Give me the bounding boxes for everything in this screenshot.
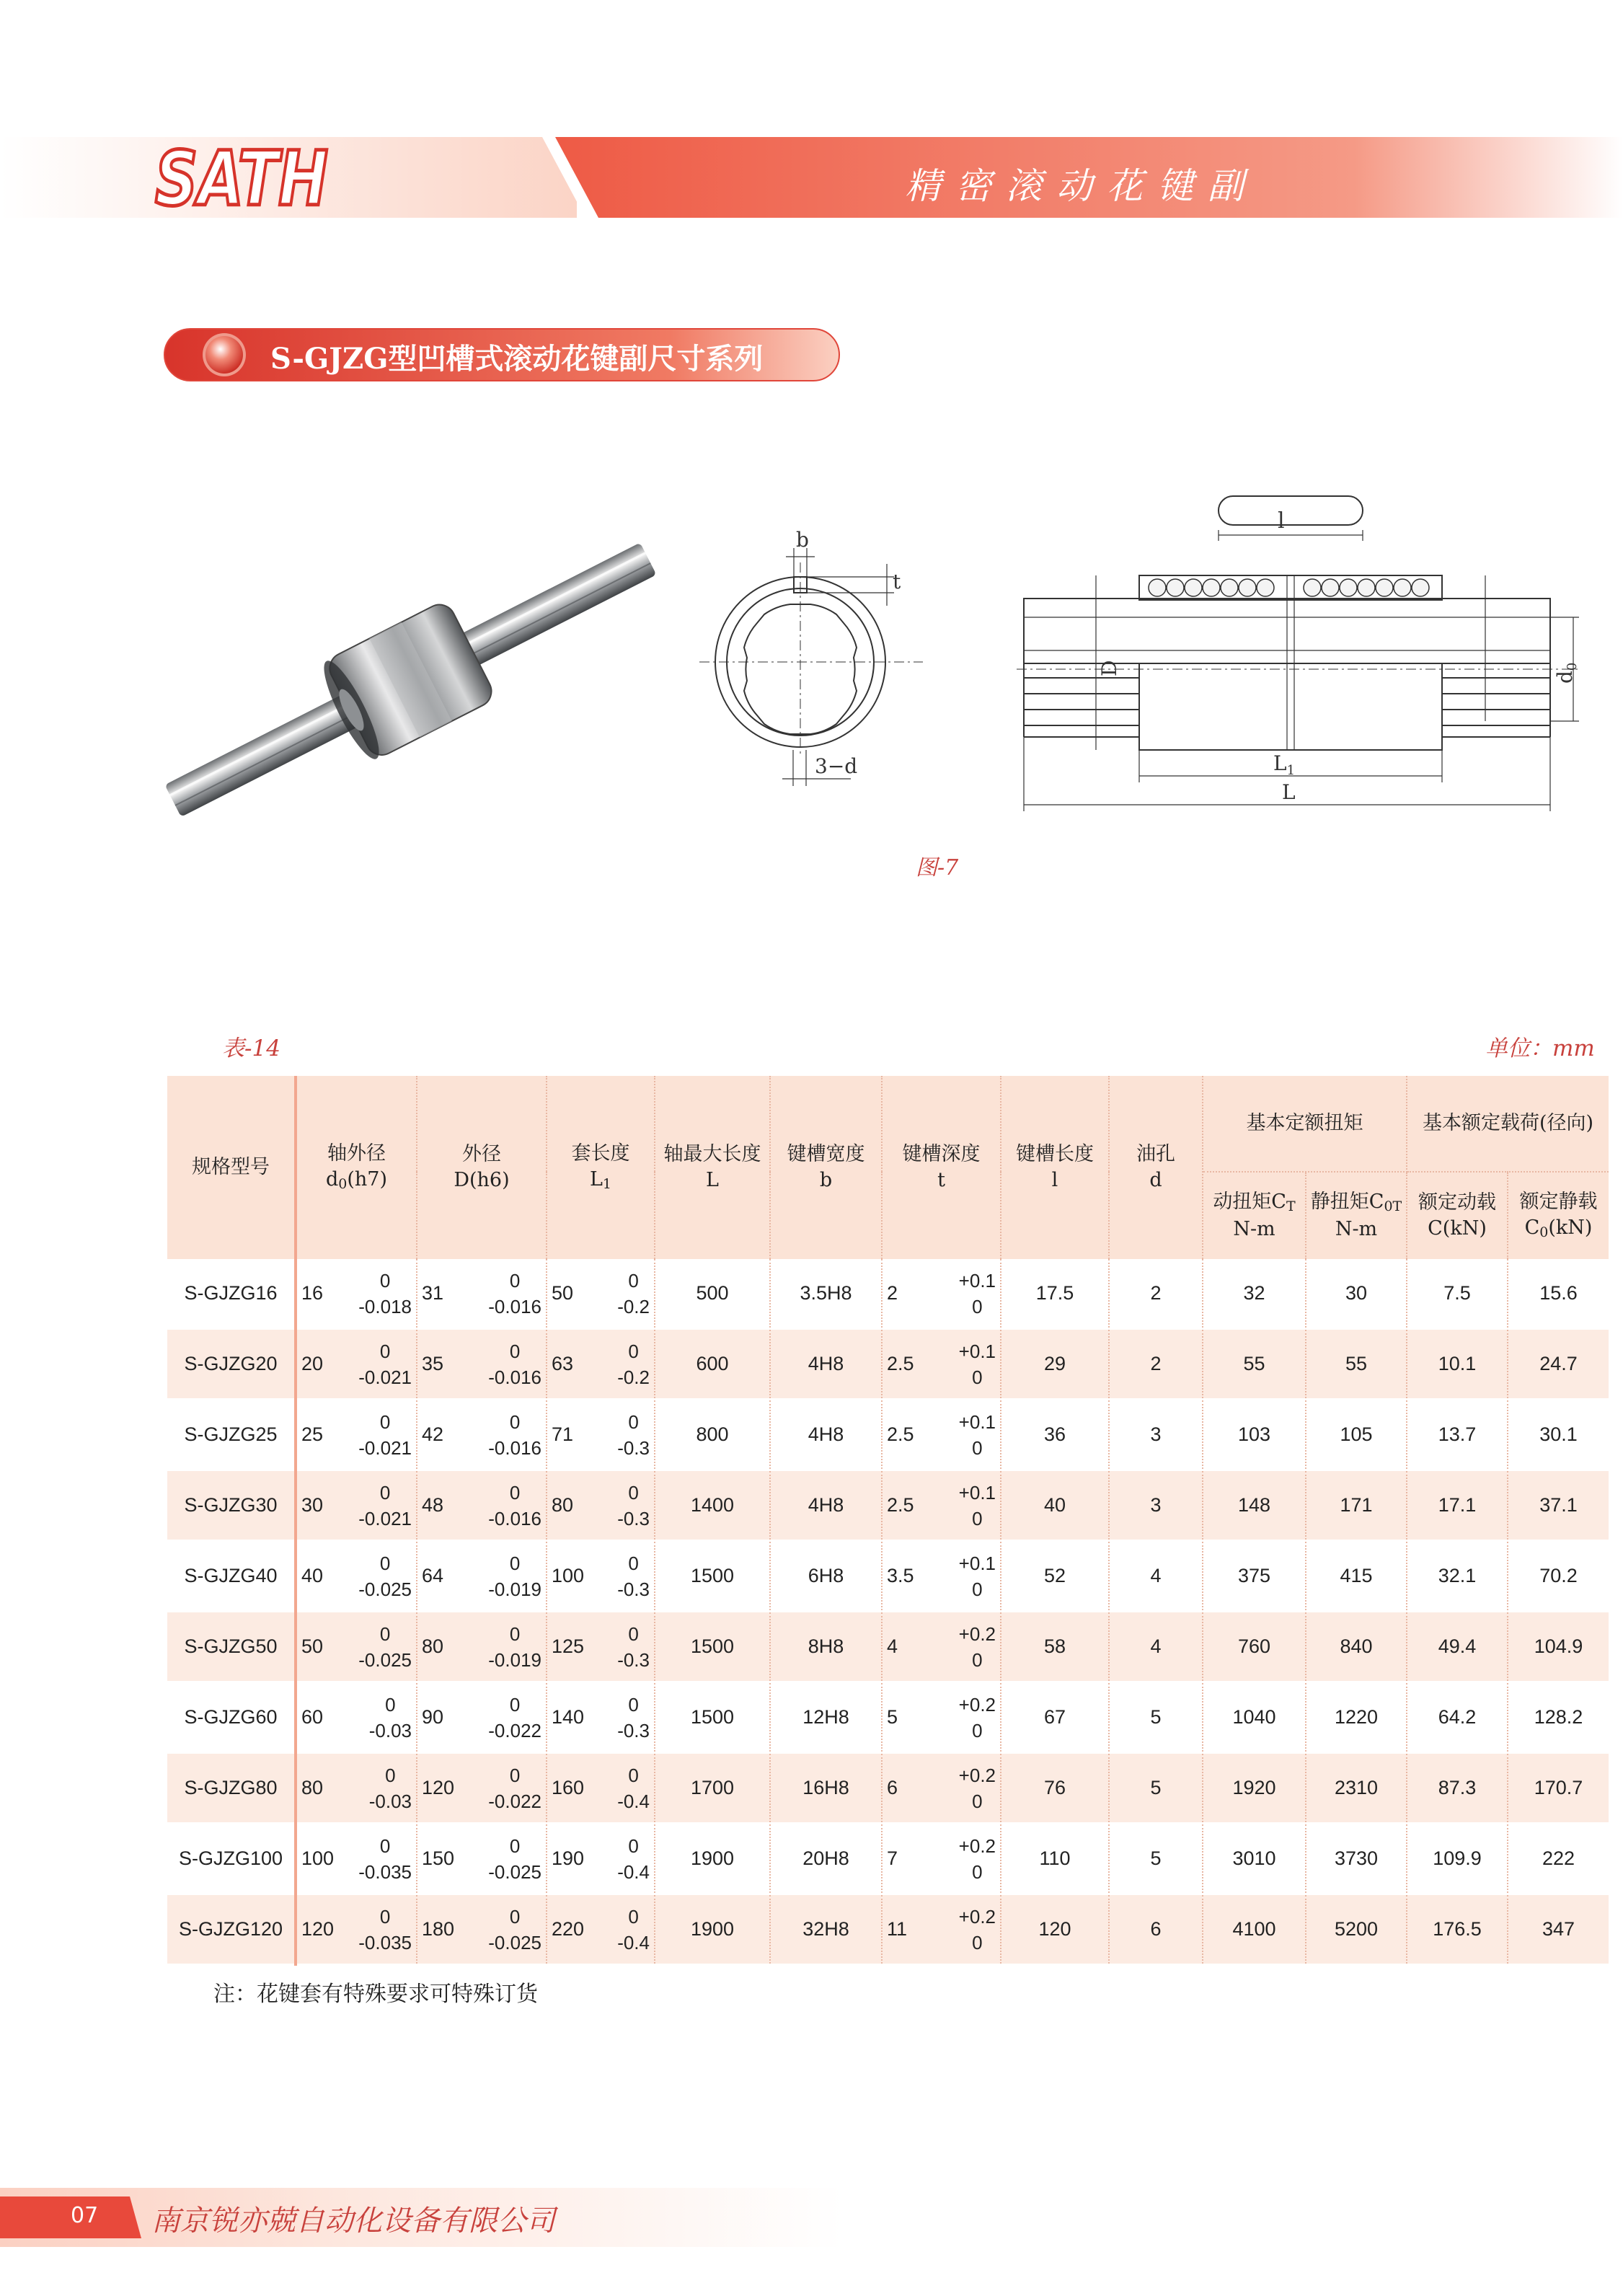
header-shaft-max: 轴最大长度 L bbox=[655, 1076, 770, 1259]
cell-C0: 15.6 bbox=[1539, 1282, 1578, 1304]
cell-d0-value: 80 bbox=[301, 1777, 324, 1798]
cell-t-value: 3.5 bbox=[887, 1565, 914, 1586]
cell-d0-value: 60 bbox=[301, 1706, 324, 1728]
cell-t-value: 2.5 bbox=[887, 1494, 914, 1516]
cell-C0T: 5200 bbox=[1334, 1918, 1379, 1940]
cell-t-tol-lower: 0 bbox=[972, 1931, 983, 1953]
cell-model: S-GJZG40 bbox=[184, 1565, 278, 1586]
cell-l: 17.5 bbox=[1035, 1282, 1074, 1304]
svg-text:d0 bbox=[1553, 663, 1580, 684]
cell-t-value: 5 bbox=[887, 1706, 898, 1728]
cell-t-value: 2.5 bbox=[887, 1423, 914, 1445]
cell-L1-tol-upper: 0 bbox=[628, 1622, 639, 1645]
cell-l: 52 bbox=[1043, 1565, 1066, 1586]
cell-C0T: 30 bbox=[1345, 1282, 1368, 1304]
header-title: 精密滚动花键副 bbox=[905, 165, 1258, 207]
figure-label: 图-7 bbox=[916, 855, 959, 880]
dim-L1-label: L bbox=[1273, 751, 1287, 775]
cell-C0: 222 bbox=[1542, 1847, 1575, 1869]
cell-L1-tol-upper: 0 bbox=[628, 1764, 639, 1786]
brand-logo bbox=[155, 134, 335, 221]
cell-d0-tol-upper: 0 bbox=[385, 1764, 396, 1786]
cell-D-tol-lower: -0.022 bbox=[488, 1790, 541, 1812]
cell-D-tol-lower: -0.025 bbox=[488, 1931, 541, 1953]
cell-t-tol-upper: +0.2 bbox=[958, 1622, 996, 1645]
cell-D-value: 35 bbox=[422, 1353, 444, 1374]
table-label: 表-14 bbox=[222, 1036, 280, 1061]
dim-d0-sub: 0 bbox=[1565, 662, 1580, 671]
table-note: 注：花键套有特殊要求可特殊订货 bbox=[213, 1982, 538, 2007]
cell-L: 1900 bbox=[690, 1918, 735, 1940]
header-model: 规格型号 bbox=[167, 1076, 296, 1259]
cell-d0-tol-lower: -0.018 bbox=[358, 1295, 412, 1317]
cell-CT: 148 bbox=[1237, 1494, 1271, 1516]
cell-C0T: 840 bbox=[1340, 1635, 1373, 1657]
cell-C0: 104.9 bbox=[1534, 1635, 1583, 1657]
cell-L1-tol-upper: 0 bbox=[628, 1552, 639, 1574]
table-row bbox=[167, 1541, 1609, 1612]
cell-D-tol-lower: -0.016 bbox=[488, 1436, 541, 1459]
cell-D-tol-lower: -0.025 bbox=[488, 1860, 541, 1883]
cell-C0T: 105 bbox=[1340, 1423, 1373, 1445]
cell-L1-value: 100 bbox=[552, 1565, 585, 1586]
cell-C: 17.1 bbox=[1438, 1494, 1477, 1516]
header-shaft-od: 轴外径 $d_0(h7)$ bbox=[296, 1076, 417, 1259]
cell-C0: 170.7 bbox=[1534, 1777, 1583, 1798]
dim-L-label: L bbox=[1282, 780, 1296, 804]
cell-L1-tol-upper: 0 bbox=[628, 1410, 639, 1433]
cell-t-tol-lower: 0 bbox=[972, 1719, 983, 1741]
cell-model: S-GJZG120 bbox=[178, 1918, 283, 1940]
cell-L: 1500 bbox=[690, 1706, 735, 1728]
header-torque-group: 基本定额扭矩 bbox=[1203, 1076, 1407, 1172]
cell-d0-tol-upper: 0 bbox=[379, 1834, 391, 1857]
cell-C: 7.5 bbox=[1443, 1282, 1471, 1304]
cell-model: S-GJZG25 bbox=[184, 1423, 278, 1445]
svg-text:L1 bbox=[1273, 751, 1295, 778]
cell-d0-tol-lower: -0.035 bbox=[358, 1931, 412, 1953]
cell-L: 1400 bbox=[690, 1494, 735, 1516]
cell-D-tol-upper: 0 bbox=[509, 1693, 521, 1716]
table-row bbox=[167, 1682, 1609, 1753]
cell-L1-tol-upper: 0 bbox=[628, 1269, 639, 1292]
cell-CT: 55 bbox=[1243, 1353, 1265, 1374]
cell-L1-value: 50 bbox=[552, 1282, 574, 1304]
cell-D-tol-upper: 0 bbox=[509, 1340, 521, 1362]
cell-C: 87.3 bbox=[1438, 1777, 1477, 1798]
cell-d0-tol-upper: 0 bbox=[379, 1410, 391, 1433]
cell-d0-tol-lower: -0.021 bbox=[358, 1507, 412, 1529]
dim-t-label: t bbox=[893, 570, 901, 593]
header-oil-hole: 油孔 d bbox=[1109, 1076, 1203, 1259]
cell-D-value: 31 bbox=[422, 1282, 444, 1304]
cell-model: S-GJZG16 bbox=[184, 1282, 278, 1304]
cell-CT: 4100 bbox=[1232, 1918, 1276, 1940]
cell-model: S-GJZG50 bbox=[184, 1635, 278, 1657]
cell-C: 64.2 bbox=[1438, 1706, 1477, 1728]
table-row bbox=[167, 1612, 1609, 1682]
cell-L: 1500 bbox=[690, 1635, 735, 1657]
cell-D-tol-upper: 0 bbox=[509, 1481, 521, 1504]
cell-C0T: 3730 bbox=[1334, 1847, 1379, 1869]
cell-L: 1700 bbox=[690, 1777, 735, 1798]
cell-d0-value: 100 bbox=[301, 1847, 335, 1869]
cell-d: 2 bbox=[1150, 1282, 1162, 1304]
cell-L1-tol-upper: 0 bbox=[628, 1693, 639, 1716]
cell-t-tol-lower: 0 bbox=[972, 1790, 983, 1812]
cell-CT: 103 bbox=[1237, 1423, 1271, 1445]
cell-d: 4 bbox=[1150, 1635, 1162, 1657]
cell-t-tol-lower: 0 bbox=[972, 1295, 983, 1317]
cell-b: 20H8 bbox=[802, 1847, 849, 1869]
cell-t-tol-upper: +0.1 bbox=[958, 1481, 996, 1504]
cell-t-value: 2.5 bbox=[887, 1353, 914, 1374]
cell-d: 5 bbox=[1150, 1847, 1162, 1869]
cell-C: 10.1 bbox=[1438, 1353, 1477, 1374]
cell-d: 5 bbox=[1150, 1706, 1162, 1728]
unit-label: 单位：mm bbox=[1485, 1036, 1595, 1061]
cell-CT: 1920 bbox=[1232, 1777, 1276, 1798]
cell-D-tol-lower: -0.019 bbox=[488, 1648, 541, 1671]
cell-C0T: 415 bbox=[1340, 1565, 1373, 1586]
header-stat-torque: 静扭矩$C_{0T}$ N-m bbox=[1306, 1172, 1407, 1259]
cell-t-value: 6 bbox=[887, 1777, 898, 1798]
cell-b: 16H8 bbox=[802, 1777, 849, 1798]
cell-CT: 760 bbox=[1237, 1635, 1271, 1657]
cell-d: 6 bbox=[1150, 1918, 1162, 1940]
cell-t-value: 7 bbox=[887, 1847, 898, 1869]
cell-t-tol-upper: +0.1 bbox=[958, 1269, 996, 1292]
cell-L1-value: 220 bbox=[552, 1918, 585, 1940]
dim-d0-label: d bbox=[1553, 671, 1577, 684]
cell-b: 3.5H8 bbox=[800, 1282, 852, 1304]
cell-C0: 30.1 bbox=[1539, 1423, 1578, 1445]
cell-D-value: 48 bbox=[422, 1494, 444, 1516]
table-row bbox=[167, 1470, 1609, 1541]
cell-d0-tol-lower: -0.03 bbox=[368, 1790, 412, 1812]
cell-C: 32.1 bbox=[1438, 1565, 1477, 1586]
cell-L1-value: 140 bbox=[552, 1706, 585, 1728]
cell-d: 4 bbox=[1150, 1565, 1162, 1586]
cell-L: 600 bbox=[696, 1353, 729, 1374]
dim-D-label: D bbox=[1097, 660, 1121, 676]
cell-d0-tol-upper: 0 bbox=[379, 1905, 391, 1928]
cell-CT: 1040 bbox=[1232, 1706, 1276, 1728]
cell-model: S-GJZG30 bbox=[184, 1494, 278, 1516]
cell-t-tol-upper: +0.1 bbox=[958, 1552, 996, 1574]
cell-C: 109.9 bbox=[1433, 1847, 1482, 1869]
cell-t-tol-lower: 0 bbox=[972, 1860, 983, 1883]
cell-d: 5 bbox=[1150, 1777, 1162, 1798]
cell-t-value: 11 bbox=[887, 1918, 908, 1940]
cell-L1-tol-lower: -0.2 bbox=[617, 1366, 650, 1388]
cell-L1-tol-lower: -0.3 bbox=[617, 1436, 650, 1459]
cell-d0-value: 25 bbox=[301, 1423, 324, 1445]
cell-L1-value: 80 bbox=[552, 1494, 574, 1516]
cell-L1-value: 63 bbox=[552, 1353, 574, 1374]
cell-C0: 347 bbox=[1542, 1918, 1575, 1940]
cell-D-tol-lower: -0.019 bbox=[488, 1578, 541, 1600]
page-number: 07 bbox=[71, 2203, 99, 2228]
table-row bbox=[167, 1824, 1609, 1894]
cell-L1-tol-upper: 0 bbox=[628, 1481, 639, 1504]
cell-L: 500 bbox=[696, 1282, 729, 1304]
cell-d0-tol-upper: 0 bbox=[379, 1481, 391, 1504]
cell-D-tol-upper: 0 bbox=[509, 1269, 521, 1292]
cell-L1-tol-upper: 0 bbox=[628, 1340, 639, 1362]
cell-d0-tol-lower: -0.025 bbox=[358, 1648, 412, 1671]
cell-C0: 70.2 bbox=[1539, 1565, 1578, 1586]
cell-t-value: 4 bbox=[887, 1635, 898, 1657]
header-outer: 外径 D(h6) bbox=[417, 1076, 547, 1259]
cell-d0-value: 20 bbox=[301, 1353, 324, 1374]
cell-d0-tol-upper: 0 bbox=[379, 1552, 391, 1574]
cell-d0-tol-lower: -0.021 bbox=[358, 1366, 412, 1388]
cell-b: 8H8 bbox=[808, 1635, 844, 1657]
cell-model: S-GJZG100 bbox=[178, 1847, 283, 1869]
cell-C0: 37.1 bbox=[1539, 1494, 1578, 1516]
cell-L1-tol-upper: 0 bbox=[628, 1905, 639, 1928]
table-row bbox=[167, 1753, 1609, 1824]
cell-t-tol-upper: +0.2 bbox=[958, 1693, 996, 1716]
cell-t-tol-lower: 0 bbox=[972, 1366, 983, 1388]
cell-t-tol-lower: 0 bbox=[972, 1578, 983, 1600]
cell-L1-tol-lower: -0.3 bbox=[617, 1648, 650, 1671]
cell-CT: 375 bbox=[1237, 1565, 1271, 1586]
section-title: S-GJZG型凹槽式滚动花键副尺寸系列 bbox=[270, 342, 764, 376]
cell-l: 120 bbox=[1038, 1918, 1071, 1940]
cell-D-value: 42 bbox=[422, 1423, 444, 1445]
cell-D-tol-lower: -0.022 bbox=[488, 1719, 541, 1741]
header-dyn-load: 额定动载 C(kN) bbox=[1407, 1172, 1508, 1259]
cell-d: 3 bbox=[1150, 1423, 1162, 1445]
cell-l: 110 bbox=[1039, 1847, 1071, 1869]
cell-C0T: 171 bbox=[1340, 1494, 1373, 1516]
cell-d: 3 bbox=[1150, 1494, 1162, 1516]
cell-L1-tol-lower: -0.3 bbox=[617, 1578, 650, 1600]
cell-d0-tol-upper: 0 bbox=[379, 1269, 391, 1292]
company-name: 南京锐亦兢自动化设备有限公司 bbox=[151, 2204, 555, 2238]
cell-d: 2 bbox=[1150, 1353, 1162, 1374]
cell-d0-tol-upper: 0 bbox=[379, 1622, 391, 1645]
cell-b: 4H8 bbox=[808, 1423, 844, 1445]
header-key-length: 键槽长度 l bbox=[1001, 1076, 1109, 1259]
side-view-drawing bbox=[1024, 490, 1579, 836]
cell-D-tol-upper: 0 bbox=[509, 1905, 521, 1928]
cell-l: 36 bbox=[1043, 1423, 1066, 1445]
cell-l: 67 bbox=[1043, 1706, 1066, 1728]
cell-C0: 24.7 bbox=[1539, 1353, 1578, 1374]
cell-t-tol-upper: +0.2 bbox=[958, 1834, 996, 1857]
cell-d0-tol-lower: -0.035 bbox=[358, 1860, 412, 1883]
cell-C: 49.4 bbox=[1438, 1635, 1477, 1657]
cell-t-tol-upper: +0.1 bbox=[958, 1340, 996, 1362]
cell-b: 4H8 bbox=[808, 1353, 844, 1374]
header-stat-load: 额定静载 $C_0(kN)$ bbox=[1508, 1172, 1609, 1259]
cell-L1-value: 160 bbox=[552, 1777, 585, 1798]
cell-l: 58 bbox=[1043, 1635, 1066, 1657]
cell-L1-tol-upper: 0 bbox=[628, 1834, 639, 1857]
cell-b: 32H8 bbox=[802, 1918, 849, 1940]
cell-L: 1500 bbox=[690, 1565, 735, 1586]
cell-C0: 128.2 bbox=[1534, 1706, 1583, 1728]
header-key-width: 键槽宽度 b bbox=[770, 1076, 882, 1259]
cell-CT: 3010 bbox=[1232, 1847, 1276, 1869]
cell-d0-tol-lower: -0.025 bbox=[358, 1578, 412, 1600]
cell-d0-value: 50 bbox=[301, 1635, 324, 1657]
cell-d0-tol-upper: 0 bbox=[385, 1693, 396, 1716]
cell-D-tol-upper: 0 bbox=[509, 1622, 521, 1645]
cell-L: 800 bbox=[696, 1423, 729, 1445]
cell-C: 13.7 bbox=[1438, 1423, 1477, 1445]
cell-t-tol-lower: 0 bbox=[972, 1507, 983, 1529]
cell-L: 1900 bbox=[690, 1847, 735, 1869]
cell-l: 40 bbox=[1043, 1494, 1066, 1516]
cell-t-tol-upper: +0.2 bbox=[958, 1905, 996, 1928]
cell-L1-value: 190 bbox=[552, 1847, 585, 1869]
cell-b: 4H8 bbox=[808, 1494, 844, 1516]
dim-b-label: b bbox=[796, 528, 809, 552]
cell-t-tol-upper: +0.1 bbox=[958, 1410, 996, 1433]
cell-D-value: 64 bbox=[422, 1565, 444, 1586]
cell-d0-value: 30 bbox=[301, 1494, 324, 1516]
cell-D-value: 120 bbox=[422, 1777, 455, 1798]
cross-section-drawing bbox=[707, 505, 923, 800]
cell-d0-tol-lower: -0.021 bbox=[358, 1436, 412, 1459]
header-load-group: 基本额定载荷(径向) bbox=[1407, 1076, 1609, 1172]
cell-d0-tol-upper: 0 bbox=[379, 1340, 391, 1362]
cell-L1-value: 125 bbox=[552, 1635, 585, 1657]
cell-d0-value: 120 bbox=[301, 1918, 335, 1940]
header-dyn-torque: 动扭矩$C_T$ N-m bbox=[1203, 1172, 1306, 1259]
cell-model: S-GJZG20 bbox=[184, 1353, 278, 1374]
spec-table bbox=[167, 1076, 1609, 1966]
table-row bbox=[167, 1894, 1609, 1965]
svg-text:SATH: SATH bbox=[155, 135, 328, 223]
cell-D-tol-upper: 0 bbox=[509, 1410, 521, 1433]
table-row bbox=[167, 1259, 1609, 1329]
product-photo bbox=[173, 534, 642, 829]
cell-t-tol-lower: 0 bbox=[972, 1648, 983, 1671]
cell-C0T: 55 bbox=[1345, 1353, 1368, 1374]
cell-D-value: 80 bbox=[422, 1635, 444, 1657]
cell-D-tol-upper: 0 bbox=[509, 1834, 521, 1857]
cell-L1-tol-lower: -0.4 bbox=[617, 1860, 650, 1883]
cell-D-tol-upper: 0 bbox=[509, 1552, 521, 1574]
cell-d0-value: 40 bbox=[301, 1565, 324, 1586]
cell-C0T: 2310 bbox=[1334, 1777, 1379, 1798]
cell-D-tol-lower: -0.016 bbox=[488, 1366, 541, 1388]
cell-t-tol-upper: +0.2 bbox=[958, 1764, 996, 1786]
cell-D-value: 90 bbox=[422, 1706, 444, 1728]
cell-L1-tol-lower: -0.2 bbox=[617, 1295, 650, 1317]
cell-t-value: 2 bbox=[887, 1282, 898, 1304]
cell-C0T: 1220 bbox=[1334, 1706, 1379, 1728]
cell-D-value: 150 bbox=[422, 1847, 455, 1869]
table-row bbox=[167, 1329, 1609, 1400]
cell-D-tol-upper: 0 bbox=[509, 1764, 521, 1786]
cell-b: 6H8 bbox=[808, 1565, 844, 1586]
cell-D-tol-lower: -0.016 bbox=[488, 1507, 541, 1529]
cell-model: S-GJZG60 bbox=[184, 1706, 278, 1728]
cell-l: 76 bbox=[1043, 1777, 1066, 1798]
cell-L1-tol-lower: -0.4 bbox=[617, 1931, 650, 1953]
dim-L1-sub: 1 bbox=[1286, 763, 1296, 778]
cell-L1-value: 71 bbox=[552, 1423, 574, 1445]
cell-t-tol-lower: 0 bbox=[972, 1436, 983, 1459]
cell-L1-tol-lower: -0.3 bbox=[617, 1507, 650, 1529]
cell-b: 12H8 bbox=[802, 1706, 849, 1728]
cell-D-value: 180 bbox=[422, 1918, 455, 1940]
cell-model: S-GJZG80 bbox=[184, 1777, 278, 1798]
header-key-depth: 键槽深度 t bbox=[882, 1076, 1001, 1259]
cell-L1-tol-lower: -0.4 bbox=[617, 1790, 650, 1812]
cell-d0-tol-lower: -0.03 bbox=[368, 1719, 412, 1741]
cell-CT: 32 bbox=[1243, 1282, 1265, 1304]
cell-D-tol-lower: -0.016 bbox=[488, 1295, 541, 1317]
cell-C: 176.5 bbox=[1433, 1918, 1482, 1940]
dim-l-label: l bbox=[1278, 508, 1285, 534]
table-row bbox=[167, 1400, 1609, 1470]
cell-L1-tol-lower: -0.3 bbox=[617, 1719, 650, 1741]
cell-l: 29 bbox=[1043, 1353, 1066, 1374]
dim-holes-label: 3−d bbox=[815, 754, 858, 778]
header-sleeve-length: 套长度 $L_1$ bbox=[547, 1076, 655, 1259]
cell-d0-value: 16 bbox=[301, 1282, 324, 1304]
